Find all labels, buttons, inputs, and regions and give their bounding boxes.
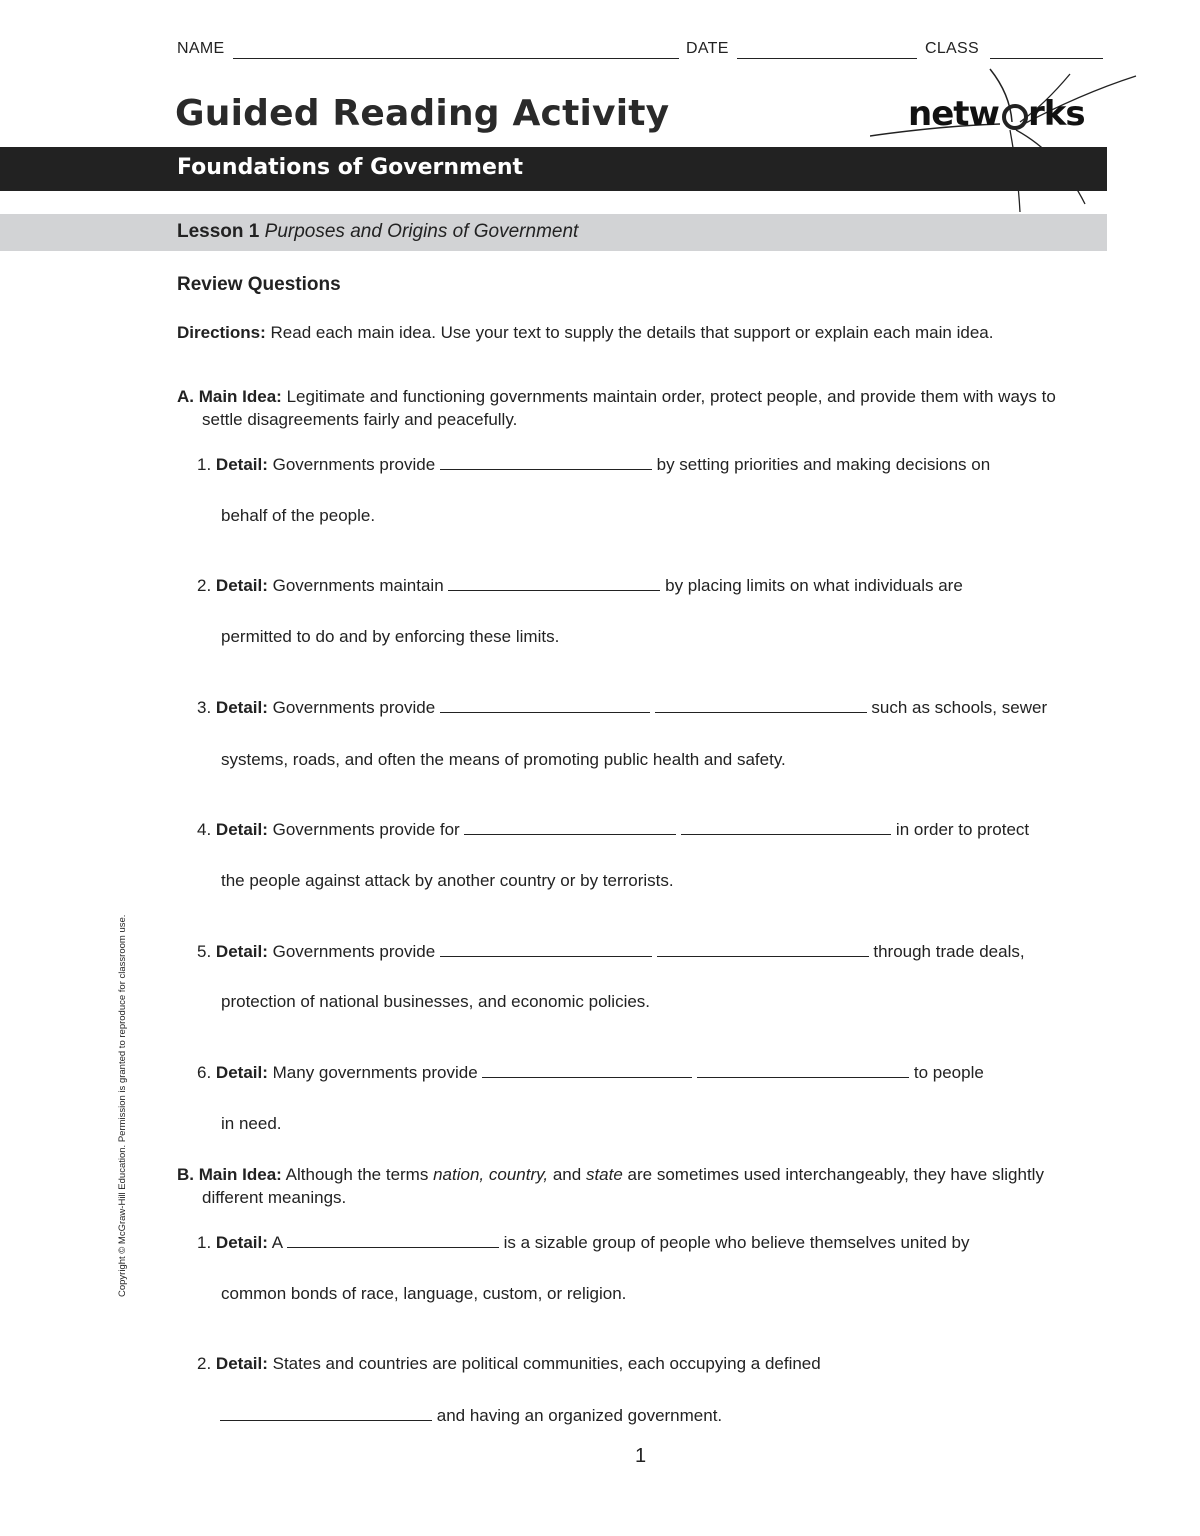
- date-field[interactable]: [737, 58, 917, 59]
- detail-a1: [197, 453, 990, 476]
- main-idea-b: [177, 1163, 1107, 1209]
- directions-label: Directions:: [177, 323, 266, 342]
- detail-label: Detail:: [215, 698, 268, 717]
- class-label: CLASS: [925, 40, 979, 57]
- detail-number: 6.: [197, 1063, 212, 1082]
- main-idea-b-text: are sometimes used interchangeably, they have slightly different meanings.: [202, 1165, 1044, 1207]
- detail-a6-cont: in need.: [221, 1114, 282, 1133]
- detail-label: Detail:: [215, 1354, 268, 1373]
- answer-blank-a5b[interactable]: [657, 942, 869, 957]
- detail-a6: [197, 1061, 984, 1084]
- chapter-title: Foundations of Government: [177, 155, 524, 180]
- detail-text: Governments provide: [272, 942, 436, 961]
- detail-a2: [197, 574, 963, 597]
- detail-b1: [197, 1231, 969, 1254]
- detail-label: Detail:: [215, 1063, 268, 1082]
- detail-text: Governments provide: [272, 455, 436, 474]
- name-label: NAME: [177, 40, 225, 57]
- detail-number: 4.: [197, 820, 212, 839]
- page-title: Guided Reading Activity: [175, 93, 670, 134]
- name-field[interactable]: [233, 58, 679, 59]
- detail-text: in order to protect: [895, 820, 1030, 839]
- main-idea-a-label: A. Main Idea:: [177, 387, 282, 406]
- detail-a1-cont: behalf of the people.: [221, 506, 376, 525]
- logo-text-left: netw: [908, 94, 999, 134]
- logo-text-right: rks: [1028, 94, 1085, 134]
- detail-number: 1.: [197, 455, 212, 474]
- answer-blank-a4b[interactable]: [681, 820, 891, 835]
- detail-number: 2.: [197, 576, 212, 595]
- detail-b1-cont: common bonds of race, language, custom, or religion.: [221, 1284, 627, 1303]
- directions: [177, 321, 1057, 344]
- directions-text: Read each main idea. Use your text to supply the details that support or explain each main idea.: [270, 323, 994, 342]
- lesson-heading: [177, 221, 578, 243]
- detail-a5-cont: protection of national businesses, and economic policies.: [221, 992, 651, 1011]
- chapter-banner: [0, 147, 1107, 191]
- detail-text: Governments provide for: [272, 820, 460, 839]
- detail-label: Detail:: [215, 576, 268, 595]
- detail-number: 2.: [197, 1354, 212, 1373]
- detail-text: through trade deals,: [873, 942, 1025, 961]
- page-number: 1: [635, 1445, 647, 1467]
- detail-text: Many governments provide: [272, 1063, 478, 1082]
- detail-a5: [197, 940, 1025, 963]
- detail-a3: [197, 696, 1047, 719]
- networks-logo: [870, 64, 1140, 214]
- detail-b2: [197, 1352, 821, 1375]
- main-idea-b-label: B. Main Idea:: [177, 1165, 282, 1184]
- detail-text: and having an organized government.: [436, 1406, 723, 1425]
- section-title: Review Questions: [177, 274, 341, 295]
- detail-text: by placing limits on what individuals are: [665, 576, 963, 595]
- term-nation: nation,: [433, 1165, 485, 1184]
- detail-a4-cont: the people against attack by another country or by terrorists.: [221, 871, 674, 890]
- detail-text: States and countries are political communities, each occupying a defined: [272, 1354, 821, 1373]
- detail-number: 5.: [197, 942, 212, 961]
- detail-text: such as schools, sewer: [871, 698, 1048, 717]
- detail-label: Detail:: [215, 1233, 268, 1252]
- detail-label: Detail:: [215, 455, 268, 474]
- detail-a4: [197, 818, 1029, 841]
- answer-blank-b1[interactable]: [287, 1233, 499, 1248]
- detail-text: by setting priorities and making decisions on: [656, 455, 991, 474]
- term-state: state: [585, 1165, 623, 1184]
- detail-text: is a sizable group of people who believe themselves united by: [503, 1233, 970, 1252]
- detail-number: 1.: [197, 1233, 212, 1252]
- main-idea-b-text: Although the terms: [285, 1165, 429, 1184]
- detail-a2-cont: permitted to do and by enforcing these limits.: [221, 627, 560, 646]
- logo-swirl-icon: [870, 64, 1140, 214]
- lesson-title: Purposes and Origins of Government: [264, 221, 579, 242]
- answer-blank-a3a[interactable]: [440, 698, 650, 713]
- main-idea-a-text: Legitimate and functioning governments maintain order, protect people, and provide them with ways to settle disagreements fairly and peacefully.: [202, 387, 1056, 429]
- answer-blank-a2[interactable]: [448, 576, 660, 591]
- detail-number: 3.: [197, 698, 212, 717]
- term-country: country,: [488, 1165, 549, 1184]
- answer-blank-b2[interactable]: [220, 1406, 432, 1421]
- date-label: DATE: [686, 40, 729, 57]
- answer-blank-a1[interactable]: [440, 455, 652, 470]
- detail-text: Governments maintain: [272, 576, 444, 595]
- answer-blank-a5a[interactable]: [440, 942, 652, 957]
- answer-blank-a6b[interactable]: [697, 1063, 909, 1078]
- answer-blank-a6a[interactable]: [482, 1063, 692, 1078]
- main-idea-a: [177, 385, 1097, 431]
- detail-text: to people: [913, 1063, 984, 1082]
- detail-text: A: [271, 1233, 283, 1252]
- answer-blank-a4a[interactable]: [464, 820, 676, 835]
- copyright-notice: Copyright © McGraw-Hill Education. Permission is granted to reproduce for classroom use.: [117, 914, 128, 1297]
- detail-label: Detail:: [215, 820, 268, 839]
- detail-text: Governments provide: [272, 698, 436, 717]
- detail-label: Detail:: [215, 942, 268, 961]
- class-field[interactable]: [990, 58, 1103, 59]
- answer-blank-a3b[interactable]: [655, 698, 867, 713]
- main-idea-b-text: and: [552, 1165, 582, 1184]
- detail-a3-cont: systems, roads, and often the means of promoting public health and safety.: [221, 750, 786, 769]
- lesson-label: Lesson 1: [177, 221, 260, 242]
- detail-b2-cont-line: [220, 1404, 722, 1427]
